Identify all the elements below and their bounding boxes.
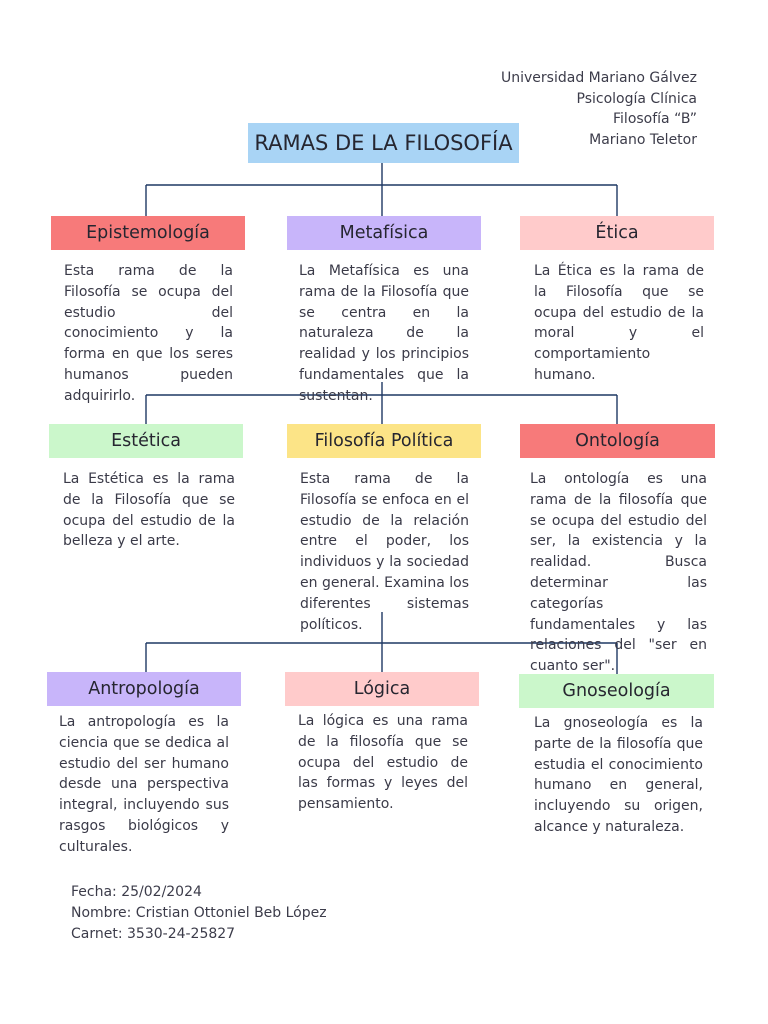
student-name-text: Nombre: Cristian Ottoniel Beb López	[71, 905, 327, 921]
teacher-text: Mariano Teletor	[589, 132, 697, 149]
career-text: Psicología Clínica	[576, 90, 697, 107]
diagram-title: RAMAS DE LA FILOSOFÍA	[248, 123, 519, 163]
branch-gnoseologia-description: La gnoseología es la parte de la filosofía que estudia el conocimiento humano en general, incluyendo su origen, alcance y naturaleza.	[534, 715, 703, 835]
branch-filosofia-politica-description: Esta rama de la Filosofía se enfoca en el estudio de la relación entre el poder, los individuos y la sociedad en general. Examina los diferentes sistemas políticos.	[300, 471, 469, 633]
branch-antropologia-description: La antropología es la ciencia que se dedica al estudio del ser humano desde una perspectiva integral, incluyendo sus rasgos biológicos y culturales.	[59, 714, 229, 855]
branch-etica: Ética	[520, 216, 714, 250]
student-info	[71, 882, 327, 945]
university-text: Universidad Mariano Gálvez	[501, 70, 697, 86]
branch-estetica: Estética	[49, 424, 243, 458]
branch-logica: Lógica	[285, 672, 479, 706]
date-text: Fecha: 25/02/2024	[71, 884, 202, 900]
branch-logica-description: La lógica es una rama de la filosofía que se ocupa del estudio de las formas y leyes del pensamiento.	[298, 713, 468, 813]
branch-ontologia-description: La ontología es una rama de la filosofía que se ocupa del estudio del ser, la existencia y la realidad. Busca determinar las categorías fundamentales y las relaciones del "ser en cuanto ser".	[530, 471, 707, 675]
branch-epistemologia: Epistemología	[51, 216, 245, 250]
branch-epistemologia-description: Esta rama de la Filosofía se ocupa del estudio del conocimiento y la forma en que los seres humanos pueden adquirirlo.	[64, 263, 233, 404]
branch-metafisica-description: La Metafísica es una rama de la Filosofía que se centra en la naturaleza de la realidad y los principios fundamentales que la sustentan.	[299, 263, 469, 404]
branch-metafisica: Metafísica	[287, 216, 481, 250]
branch-ontologia: Ontología	[520, 424, 715, 458]
branch-filosofia-politica: Filosofía Política	[287, 424, 481, 458]
branch-antropologia: Antropología	[47, 672, 241, 706]
carnet-text: Carnet: 3530-24-25827	[71, 926, 236, 942]
branch-estetica-description: La Estética es la rama de la Filosofía que se ocupa del estudio de la belleza y el arte.	[63, 471, 235, 550]
branch-etica-description: La Ética es la rama de la Filosofía que se ocupa del estudio de la moral y el comportamiento humano.	[534, 263, 704, 383]
course-text: Filosofía “B”	[613, 111, 697, 128]
branch-gnoseologia: Gnoseología	[519, 674, 714, 708]
